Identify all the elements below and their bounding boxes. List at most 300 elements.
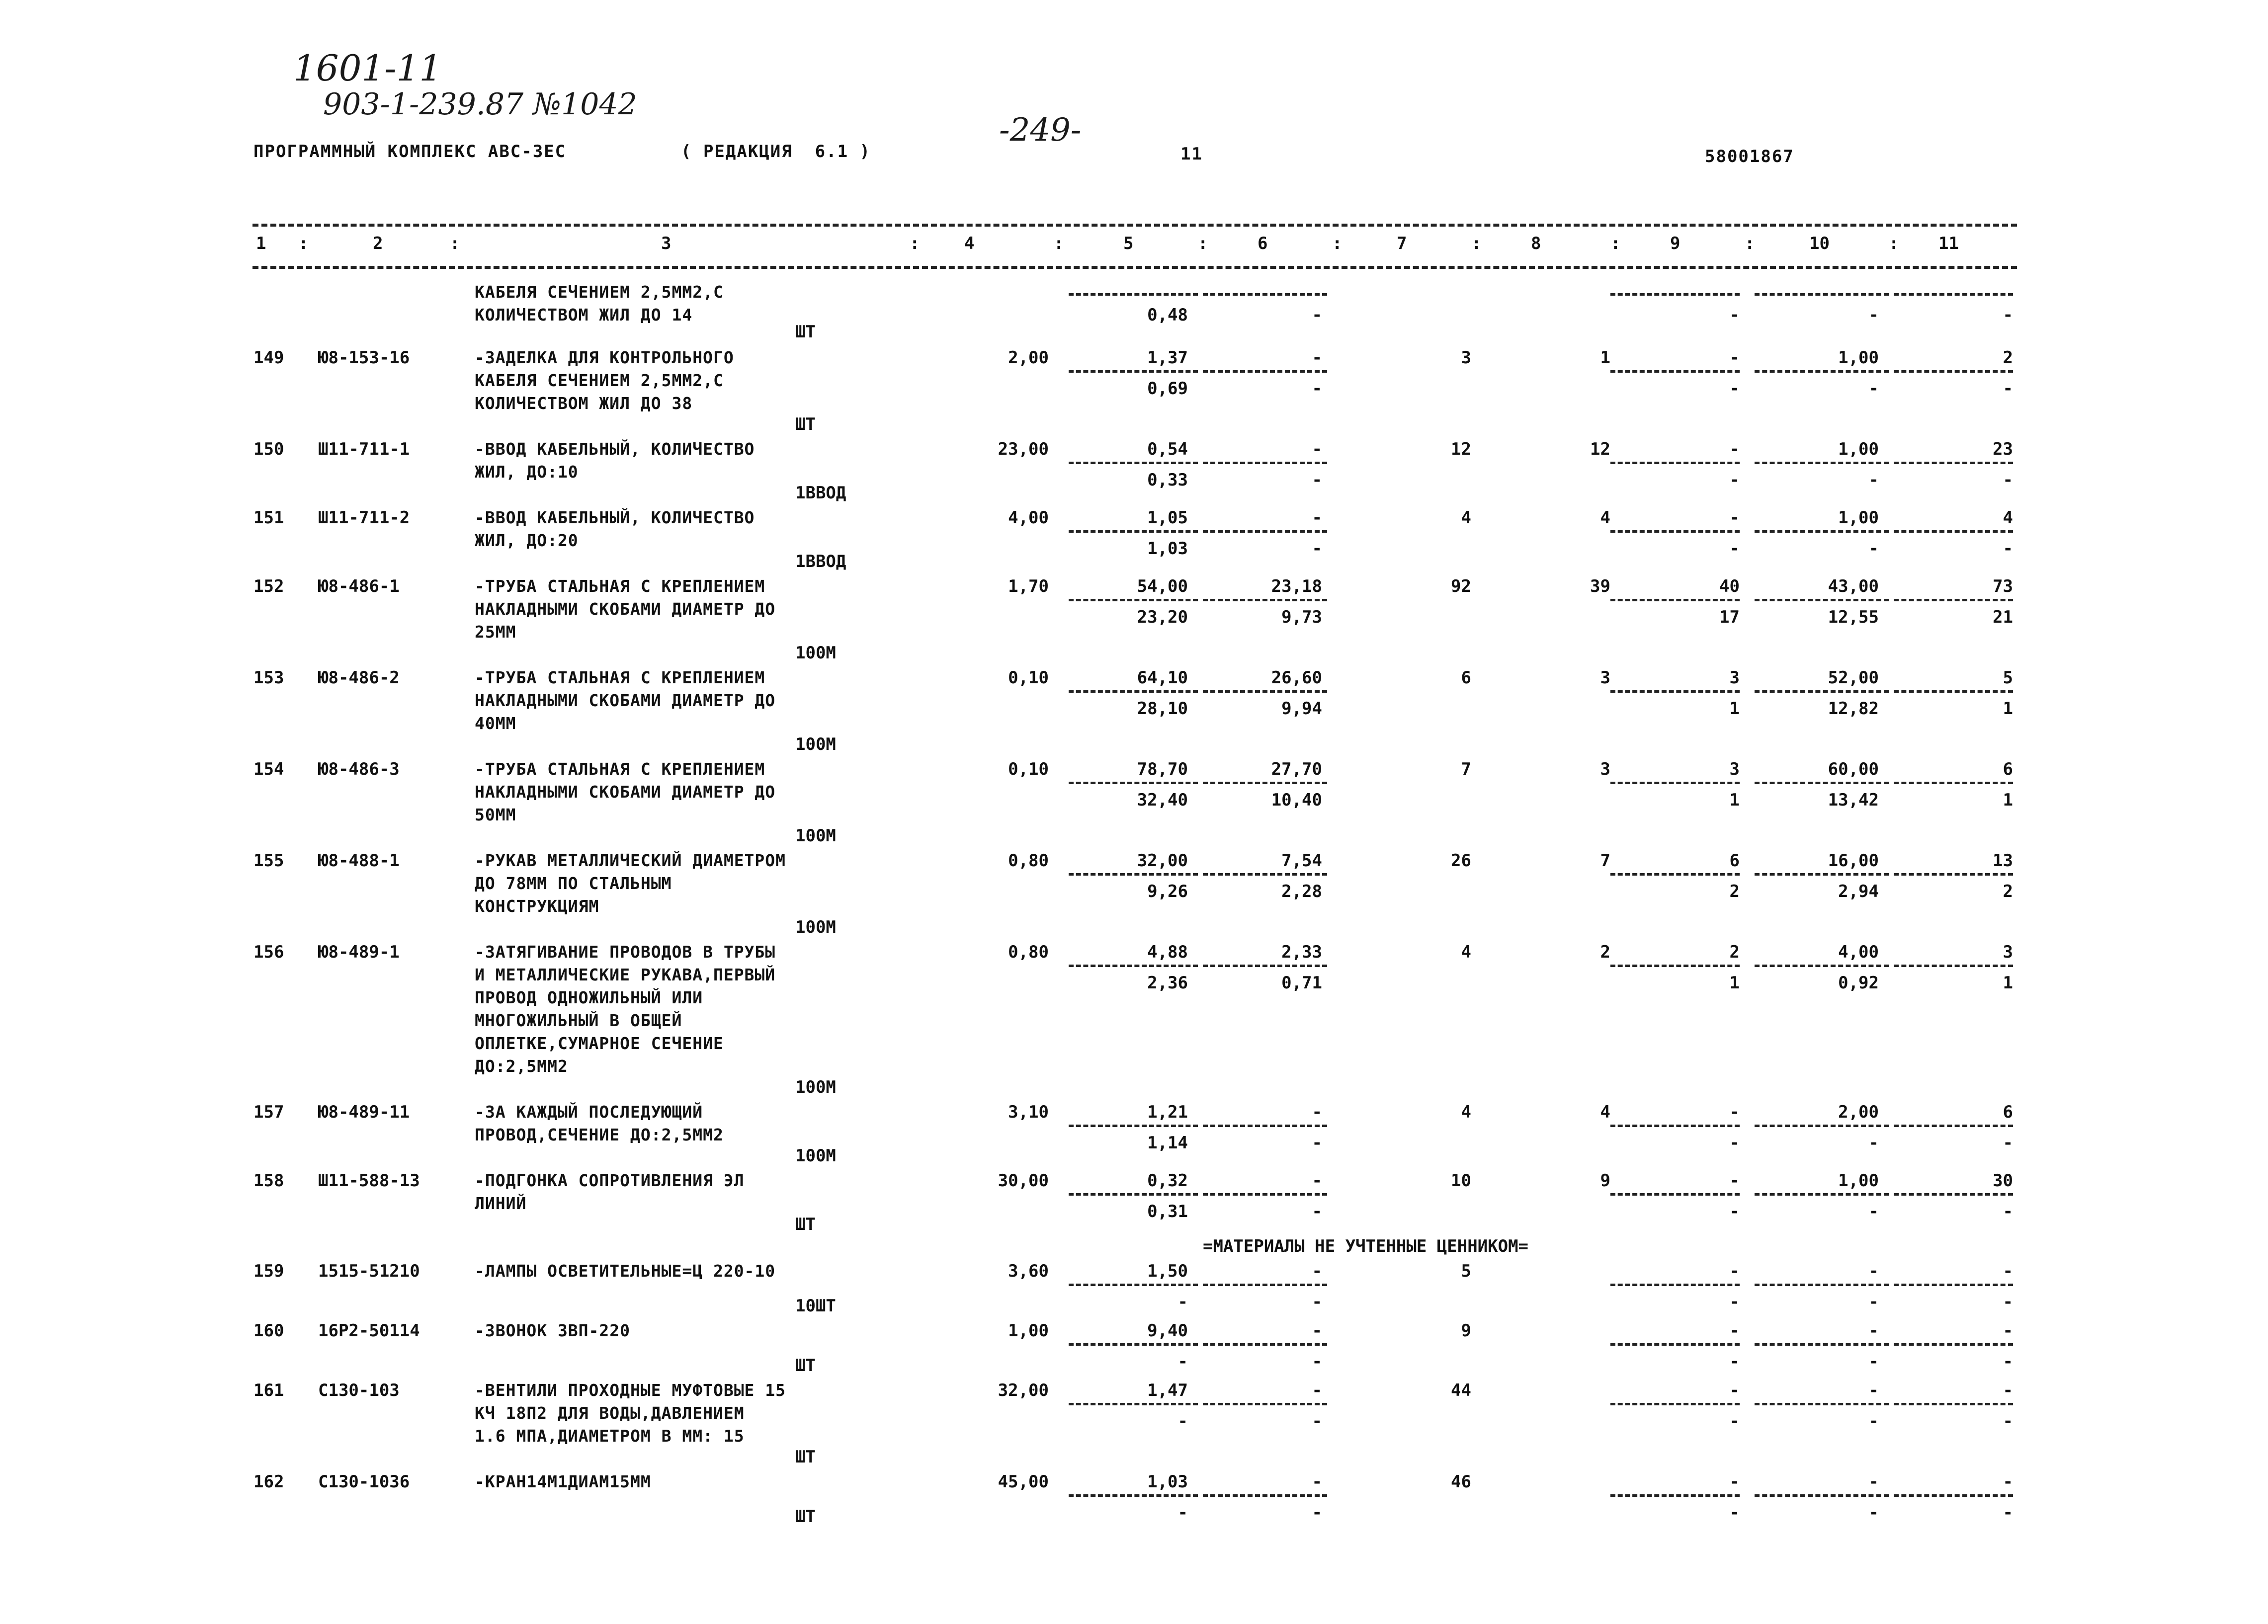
table-header-rule — [252, 266, 2017, 269]
cell-col10: 43,00 — [1828, 576, 1879, 596]
cell-col11: 73 — [1993, 576, 2013, 596]
table-top-rule — [252, 224, 2017, 227]
cell-separator-c11 — [1894, 1343, 2013, 1346]
continuation-desc-line: КАБЕЛЯ СЕЧЕНИЕМ 2,5ММ2,С — [475, 282, 724, 302]
cell-col9-sub: - — [1729, 1411, 1740, 1431]
row-desc-line: ЖИЛ, ДО:10 — [475, 462, 579, 482]
cell-col10-sub: - — [1868, 539, 1879, 559]
cell-col10: 2,00 — [1838, 1102, 1879, 1122]
handwritten-project-number: 903-1-239.87 №1042 — [323, 87, 637, 122]
unit-label: ШТ — [795, 1215, 816, 1234]
cell-col11: 23 — [1993, 439, 2013, 459]
cell-col5: 1,50 — [1147, 1261, 1188, 1281]
unit-label: 1ВВОД — [795, 552, 846, 571]
row-code: Ш11-588-13 — [318, 1171, 420, 1191]
cell-separator-c11 — [1894, 873, 2013, 876]
cell-col6-sub: 9,73 — [1281, 607, 1322, 627]
row-number: 159 — [253, 1261, 284, 1281]
cell-col6: - — [1312, 1261, 1322, 1281]
cell-col7: 26 — [1451, 851, 1471, 871]
cell-col5: 1,47 — [1147, 1380, 1188, 1400]
row-number: 155 — [253, 851, 284, 871]
cell-col6-sub: - — [1312, 1411, 1322, 1431]
cell-col10: - — [1868, 1321, 1879, 1341]
cell-separator-c10 — [1755, 599, 1889, 601]
cell-col7: 6 — [1461, 668, 1471, 688]
cell-col5-sub: 0,33 — [1147, 470, 1188, 490]
cell-col11: 5 — [2003, 668, 2013, 688]
cell-col6-sub: - — [1312, 1202, 1322, 1221]
cell-col5-sub: - — [1177, 1352, 1188, 1372]
row-desc-line: МНОГОЖИЛЬНЫЙ В ОБЩЕЙ — [475, 1011, 682, 1030]
row-desc-line: -ВЕНТИЛИ ПРОХОДНЫЕ МУФТОВЫЕ 15 — [475, 1380, 786, 1400]
cell-col10-sub: 13,42 — [1828, 790, 1879, 810]
cell-col9: 3 — [1729, 668, 1740, 688]
cell-col5-sub: 1,03 — [1147, 539, 1188, 559]
cell-separator-c9 — [1610, 462, 1740, 464]
cell-col4: 45,00 — [998, 1472, 1049, 1492]
row-desc-line: КАБЕЛЯ СЕЧЕНИЕМ 2,5ММ2,С — [475, 371, 724, 390]
cell-separator-c5 — [1069, 965, 1198, 967]
row-desc-line: -ЗА КАЖДЫЙ ПОСЛЕДУЮЩИЙ — [475, 1102, 703, 1122]
cell-col9-sub: 1 — [1729, 699, 1740, 719]
cell-separator-c11 — [1894, 1284, 2013, 1286]
sheet-number: 11 — [1180, 144, 1203, 164]
cell-col4: 4,00 — [1008, 508, 1049, 528]
cell-col6-sub: - — [1312, 1292, 1322, 1312]
cell-col5-sub: 28,10 — [1137, 699, 1188, 719]
row-desc-line: -ВВОД КАБЕЛЬНЫЙ, КОЛИЧЕСТВО — [475, 508, 755, 527]
row-number: 149 — [253, 348, 284, 368]
row-desc-line: ДО 78ММ ПО СТАЛЬНЫМ — [475, 874, 672, 893]
cell-separator-c11 — [1894, 1403, 2013, 1405]
cell-separator-c5 — [1069, 690, 1198, 693]
cell-col5: 4,88 — [1147, 942, 1188, 962]
cell-col5-sub: 2,36 — [1147, 973, 1188, 993]
row-code: Ю8-486-2 — [318, 668, 400, 688]
cell-col9-sub: - — [1729, 1352, 1740, 1372]
handwritten-doc-number: 1601-11 — [293, 47, 442, 89]
cell-col9: - — [1729, 439, 1740, 459]
unit-label: ШТ — [795, 1507, 816, 1527]
column-divider: : — [1889, 234, 1899, 253]
column-header-2: 2 — [373, 234, 383, 253]
cell-col6: 7,54 — [1281, 851, 1322, 871]
cell-separator-c9 — [1610, 1403, 1740, 1405]
cell-separator-c9 — [1610, 530, 1740, 533]
cell-col10-sub: - — [1868, 305, 1879, 325]
program-title: ПРОГРАММНЫЙ КОМПЛЕКС АВС-3ЕС — [253, 142, 567, 162]
cell-col6: - — [1312, 1472, 1322, 1492]
row-desc-line: -ТРУБА СТАЛЬНАЯ С КРЕПЛЕНИЕМ — [475, 576, 765, 596]
cell-separator-c6 — [1203, 599, 1327, 601]
cell-col11-sub: - — [2003, 379, 2013, 399]
cell-col9-sub: - — [1729, 470, 1740, 490]
cell-col4: 30,00 — [998, 1171, 1049, 1191]
unit-label: 100М — [795, 917, 836, 937]
cell-col10: 52,00 — [1828, 668, 1879, 688]
cell-col11-sub: 1 — [2003, 699, 2013, 719]
cell-col6-sub: - — [1312, 1352, 1322, 1372]
cell-separator-c5 — [1069, 873, 1198, 876]
cell-separator-c5 — [1069, 1125, 1198, 1127]
cell-separator-c5 — [1069, 530, 1198, 533]
cell-separator-c6 — [1203, 1343, 1327, 1346]
column-header-9: 9 — [1670, 234, 1680, 253]
cell-col5: 9,40 — [1147, 1321, 1188, 1341]
unit-label: ШТ — [795, 414, 816, 434]
row-desc-line: -ЛАМПЫ ОСВЕТИТЕЛЬНЫЕ=Ц 220-10 — [475, 1261, 776, 1281]
cell-separator-c11 — [1894, 1193, 2013, 1196]
cell-col11-sub: - — [2003, 305, 2013, 325]
cell-separator-c9 — [1610, 782, 1740, 784]
cell-separator-c10 — [1755, 462, 1889, 464]
column-divider: : — [1610, 234, 1621, 253]
cell-col5-sub: 9,26 — [1147, 882, 1188, 901]
cell-separator-c10 — [1755, 1193, 1889, 1196]
cell-col9: 2 — [1729, 942, 1740, 962]
cell-col10: 60,00 — [1828, 759, 1879, 779]
cell-col5: 54,00 — [1137, 576, 1188, 596]
cell-separator-c6 — [1203, 293, 1327, 296]
cell-col5: 32,00 — [1137, 851, 1188, 871]
cell-separator-c9 — [1610, 873, 1740, 876]
row-code: Ю8-488-1 — [318, 851, 400, 871]
row-desc-line: -ПОДГОНКА СОПРОТИВЛЕНИЯ ЭЛ — [475, 1171, 745, 1190]
cell-col10: 1,00 — [1838, 348, 1879, 368]
cell-col10-sub: 12,55 — [1828, 607, 1879, 627]
cell-separator-c5 — [1069, 462, 1198, 464]
row-desc-line: КОНСТРУКЦИЯМ — [475, 896, 599, 916]
cell-col5-sub: - — [1177, 1503, 1188, 1523]
cell-col6-sub: - — [1312, 470, 1322, 490]
cell-col10-sub: 0,92 — [1838, 973, 1879, 993]
cell-col4: 0,80 — [1008, 851, 1049, 871]
cell-col11: - — [2003, 1261, 2013, 1281]
cell-col11-sub: - — [2003, 1352, 2013, 1372]
column-divider: : — [1332, 234, 1343, 253]
column-divider: : — [450, 234, 460, 253]
cell-col9-sub: - — [1729, 1202, 1740, 1221]
cell-col4: 0,10 — [1008, 759, 1049, 779]
cell-col9-sub: - — [1729, 1133, 1740, 1153]
cell-col11: 3 — [2003, 942, 2013, 962]
cell-col11: 4 — [2003, 508, 2013, 528]
cell-separator-c10 — [1755, 782, 1889, 784]
row-code: Ю8-153-16 — [318, 348, 410, 368]
cell-col7: 10 — [1451, 1171, 1471, 1191]
column-header-1: 1 — [256, 234, 266, 253]
column-divider: : — [1745, 234, 1755, 253]
cell-separator-c10 — [1755, 370, 1889, 373]
cell-col9: 6 — [1729, 851, 1740, 871]
cell-col8: 12 — [1590, 439, 1610, 459]
cell-col6-sub: 2,28 — [1281, 882, 1322, 901]
continuation-desc-line: КОЛИЧЕСТВОМ ЖИЛ ДО 14 — [475, 305, 693, 325]
cell-separator-c9 — [1610, 965, 1740, 967]
cell-col4: 0,10 — [1008, 668, 1049, 688]
cell-col11-sub: - — [2003, 539, 2013, 559]
row-desc-line: -РУКАВ МЕТАЛЛИЧЕСКИЙ ДИАМЕТРОМ — [475, 851, 786, 870]
row-desc-line: И МЕТАЛЛИЧЕСКИЕ РУКАВА,ПЕРВЫЙ — [475, 965, 776, 984]
cell-col11-sub: - — [2003, 1133, 2013, 1153]
column-header-6: 6 — [1258, 234, 1268, 253]
cell-col7: 7 — [1461, 759, 1471, 779]
row-number: 162 — [253, 1472, 284, 1492]
cell-separator-c9 — [1610, 599, 1740, 601]
cell-col10: 1,00 — [1838, 439, 1879, 459]
handwritten-page-number: -249- — [999, 112, 1082, 149]
cell-col10: 1,00 — [1838, 1171, 1879, 1191]
unit-label: 100М — [795, 643, 836, 663]
row-number: 161 — [253, 1380, 284, 1400]
cell-col10-sub: - — [1868, 1202, 1879, 1221]
cell-col6-sub: - — [1312, 1133, 1322, 1153]
document-code: 58001867 — [1705, 147, 1794, 166]
column-header-7: 7 — [1397, 234, 1407, 253]
cell-col9-sub: 17 — [1719, 607, 1740, 627]
unit-label: 100М — [795, 734, 836, 754]
cell-col9: - — [1729, 1472, 1740, 1492]
cell-col9: - — [1729, 348, 1740, 368]
row-desc-line: -КРАН14М1ДИАМ15ММ — [475, 1472, 651, 1491]
cell-col11-sub: 21 — [1993, 607, 2013, 627]
cell-separator-c11 — [1894, 530, 2013, 533]
cell-col11: 6 — [2003, 1102, 2013, 1122]
cell-separator-c6 — [1203, 1193, 1327, 1196]
row-desc-line: -ВВОД КАБЕЛЬНЫЙ, КОЛИЧЕСТВО — [475, 439, 755, 459]
cell-col10-sub: 2,94 — [1838, 882, 1879, 901]
cell-separator-c5 — [1069, 370, 1198, 373]
cell-separator-c10 — [1755, 965, 1889, 967]
cell-separator-c11 — [1894, 690, 2013, 693]
cell-col11-sub: - — [2003, 1503, 2013, 1523]
unit-label: ШТ — [795, 1447, 816, 1467]
cell-col7: 4 — [1461, 508, 1471, 528]
cell-col6: - — [1312, 1102, 1322, 1122]
cell-separator-c6 — [1203, 690, 1327, 693]
cell-col5-sub: 0,48 — [1147, 305, 1188, 325]
cell-separator-c5 — [1069, 1284, 1198, 1286]
row-number: 156 — [253, 942, 284, 962]
row-desc-line: -ТРУБА СТАЛЬНАЯ С КРЕПЛЕНИЕМ — [475, 759, 765, 779]
cell-col8: 4 — [1600, 508, 1610, 528]
cell-col5-sub: - — [1177, 1411, 1188, 1431]
cell-col11-sub: 1 — [2003, 790, 2013, 810]
cell-col5-sub: 1,14 — [1147, 1133, 1188, 1153]
cell-col9-sub: 1 — [1729, 973, 1740, 993]
cell-separator-c11 — [1894, 462, 2013, 464]
cell-separator-c11 — [1894, 1494, 2013, 1497]
cell-separator-c10 — [1755, 873, 1889, 876]
row-desc-line: КОЛИЧЕСТВОМ ЖИЛ ДО 38 — [475, 394, 693, 413]
cell-col6: 2,33 — [1281, 942, 1322, 962]
cell-col7: 9 — [1461, 1321, 1471, 1341]
cell-col6-sub: - — [1312, 305, 1322, 325]
cell-col6-sub: 10,40 — [1271, 790, 1322, 810]
cell-separator-c5 — [1069, 599, 1198, 601]
column-divider: : — [910, 234, 920, 253]
cell-col8: 2 — [1600, 942, 1610, 962]
row-desc-line: НАКЛАДНЫМИ СКОБАМИ ДИАМЕТР ДО — [475, 691, 776, 710]
cell-separator-c9 — [1610, 370, 1740, 373]
cell-separator-c6 — [1203, 462, 1327, 464]
row-desc-line: ДО:2,5ММ2 — [475, 1056, 568, 1076]
cell-col6-sub: - — [1312, 1503, 1322, 1523]
row-desc-line: 25ММ — [475, 622, 516, 642]
cell-col6-sub: 0,71 — [1281, 973, 1322, 993]
cell-col8: 3 — [1600, 668, 1610, 688]
column-divider: : — [298, 234, 309, 253]
unit-label: ШТ — [795, 322, 816, 342]
cell-col9-sub: - — [1729, 1503, 1740, 1523]
cell-separator-c10 — [1755, 1284, 1889, 1286]
cell-col9: 3 — [1729, 759, 1740, 779]
cell-separator-c5 — [1069, 293, 1198, 296]
cell-separator-c9 — [1610, 1125, 1740, 1127]
cell-separator-c6 — [1203, 1125, 1327, 1127]
cell-col8: 39 — [1590, 576, 1610, 596]
cell-col6: - — [1312, 1380, 1322, 1400]
cell-col10-sub: - — [1868, 470, 1879, 490]
column-header-4: 4 — [964, 234, 975, 253]
cell-separator-c11 — [1894, 965, 2013, 967]
cell-col7: 4 — [1461, 942, 1471, 962]
row-number: 160 — [253, 1321, 284, 1341]
row-code: Ш11-711-1 — [318, 439, 410, 459]
row-desc-line: 1.6 МПА,ДИАМЕТРОМ В ММ: 15 — [475, 1426, 745, 1446]
cell-col9-sub: - — [1729, 539, 1740, 559]
row-desc-line: НАКЛАДНЫМИ СКОБАМИ ДИАМЕТР ДО — [475, 782, 776, 802]
cell-col5: 78,70 — [1137, 759, 1188, 779]
cell-col6: 23,18 — [1271, 576, 1322, 596]
cell-col11-sub: - — [2003, 1292, 2013, 1312]
column-divider: : — [1198, 234, 1208, 253]
cell-separator-c6 — [1203, 370, 1327, 373]
cell-col6-sub: - — [1312, 539, 1322, 559]
cell-separator-c6 — [1203, 873, 1327, 876]
unit-label: 100М — [795, 826, 836, 846]
cell-col10: - — [1868, 1261, 1879, 1281]
cell-col6-sub: 9,94 — [1281, 699, 1322, 719]
cell-separator-c6 — [1203, 782, 1327, 784]
cell-col9: - — [1729, 1171, 1740, 1191]
cell-separator-c11 — [1894, 1125, 2013, 1127]
cell-col6: 26,60 — [1271, 668, 1322, 688]
cell-col10: 16,00 — [1828, 851, 1879, 871]
cell-col4: 23,00 — [998, 439, 1049, 459]
row-code: Ю8-489-11 — [318, 1102, 410, 1122]
cell-col6: - — [1312, 1321, 1322, 1341]
row-code: С130-103 — [318, 1380, 400, 1400]
cell-col6: - — [1312, 348, 1322, 368]
row-desc-line: 50ММ — [475, 805, 516, 824]
cell-col8: 4 — [1600, 1102, 1610, 1122]
cell-col9-sub: - — [1729, 379, 1740, 399]
cell-col4: 2,00 — [1008, 348, 1049, 368]
cell-separator-c5 — [1069, 1193, 1198, 1196]
cell-separator-c6 — [1203, 1284, 1327, 1286]
unit-label: 1ВВОД — [795, 483, 846, 503]
cell-col8: 9 — [1600, 1171, 1610, 1191]
cell-col10: - — [1868, 1472, 1879, 1492]
cell-col9: - — [1729, 1102, 1740, 1122]
cell-col6-sub: - — [1312, 379, 1322, 399]
cell-col11-sub: 1 — [2003, 973, 2013, 993]
cell-col8: 1 — [1600, 348, 1610, 368]
cell-col7: 3 — [1461, 348, 1471, 368]
cell-separator-c9 — [1610, 1494, 1740, 1497]
cell-separator-c6 — [1203, 1403, 1327, 1405]
row-number: 158 — [253, 1171, 284, 1191]
cell-col5-sub: 32,40 — [1137, 790, 1188, 810]
row-desc-line: ЖИЛ, ДО:20 — [475, 531, 579, 550]
column-header-8: 8 — [1531, 234, 1541, 253]
cell-col11-sub: 2 — [2003, 882, 2013, 901]
cell-separator-c5 — [1069, 1343, 1198, 1346]
cell-col11: - — [2003, 1472, 2013, 1492]
cell-col4: 1,00 — [1008, 1321, 1049, 1341]
cell-col7: 12 — [1451, 439, 1471, 459]
cell-col11: 13 — [1993, 851, 2013, 871]
row-number: 152 — [253, 576, 284, 596]
column-header-10: 10 — [1809, 234, 1830, 253]
cell-separator-c5 — [1069, 1403, 1198, 1405]
cell-separator-c11 — [1894, 293, 2013, 296]
cell-col6: 27,70 — [1271, 759, 1322, 779]
row-code: 1515-51210 — [318, 1261, 420, 1281]
materials-note: =МАТЕРИАЛЫ НЕ УЧТЕННЫЕ ЦЕННИКОМ= — [1203, 1236, 1529, 1256]
cell-separator-c5 — [1069, 782, 1198, 784]
cell-col8: 3 — [1600, 759, 1610, 779]
cell-col5: 1,05 — [1147, 508, 1188, 528]
cell-col5: 0,32 — [1147, 1171, 1188, 1191]
cell-col9-sub: - — [1729, 305, 1740, 325]
cell-separator-c10 — [1755, 1494, 1889, 1497]
row-code: 16Р2-50114 — [318, 1321, 420, 1341]
cell-col10: 1,00 — [1838, 508, 1879, 528]
cell-separator-c10 — [1755, 530, 1889, 533]
cell-separator-c9 — [1610, 1193, 1740, 1196]
cell-col9-sub: 1 — [1729, 790, 1740, 810]
cell-col10-sub: - — [1868, 1352, 1879, 1372]
cell-separator-c6 — [1203, 530, 1327, 533]
unit-label: 100М — [795, 1146, 836, 1166]
cell-col5-sub: 0,31 — [1147, 1202, 1188, 1221]
row-desc-line: НАКЛАДНЫМИ СКОБАМИ ДИАМЕТР ДО — [475, 599, 776, 619]
cell-col7: 44 — [1451, 1380, 1471, 1400]
cell-col9-sub: 2 — [1729, 882, 1740, 901]
cell-col5-sub: 23,20 — [1137, 607, 1188, 627]
row-number: 153 — [253, 668, 284, 688]
cell-col7: 5 — [1461, 1261, 1471, 1281]
cell-col4: 0,80 — [1008, 942, 1049, 962]
row-desc-line: 40ММ — [475, 714, 516, 733]
cell-col9: - — [1729, 1261, 1740, 1281]
cell-col4: 1,70 — [1008, 576, 1049, 596]
row-code: С130-1036 — [318, 1472, 410, 1492]
cell-col11: 6 — [2003, 759, 2013, 779]
cell-col11: - — [2003, 1380, 2013, 1400]
cell-col7: 46 — [1451, 1472, 1471, 1492]
column-divider: : — [1471, 234, 1482, 253]
row-number: 151 — [253, 508, 284, 528]
cell-col10-sub: - — [1868, 1133, 1879, 1153]
cell-separator-c11 — [1894, 782, 2013, 784]
column-header-11: 11 — [1938, 234, 1959, 253]
cell-separator-c10 — [1755, 1403, 1889, 1405]
cell-col7: 92 — [1451, 576, 1471, 596]
